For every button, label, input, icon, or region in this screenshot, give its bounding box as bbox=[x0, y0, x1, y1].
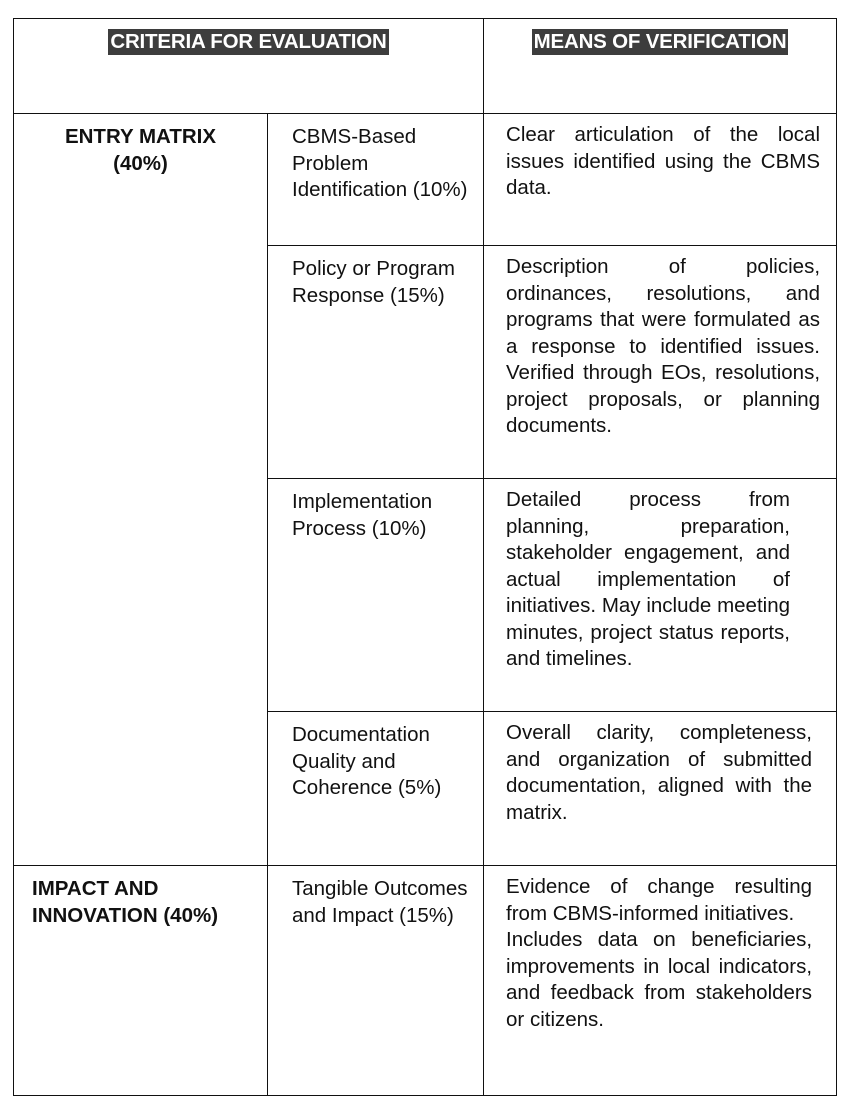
criteria-header: CRITERIA FOR EVALUATION bbox=[110, 30, 387, 53]
evaluation-criteria-table bbox=[13, 18, 837, 1096]
means-cell bbox=[484, 866, 837, 1096]
section-entry-matrix bbox=[14, 114, 268, 866]
means-header: MEANS OF VERIFICATION bbox=[533, 30, 787, 53]
means-paragraph: Includes data on beneficiaries, improvements in local indicators, and feedback from stakeholders or citizens. bbox=[506, 928, 813, 1031]
section-title-line: (40%) bbox=[113, 151, 168, 175]
table-row bbox=[14, 866, 837, 1096]
means-cell: Overall clarity, completeness, and organization of submitted documentation, aligned with the matrix. bbox=[484, 712, 837, 866]
table-row bbox=[14, 114, 837, 246]
section-impact-innovation bbox=[14, 866, 268, 1096]
criterion-cell: CBMS-Based Problem Identification (10%) bbox=[268, 114, 484, 246]
criterion-cell: Tangible Outcomes and Impact (15%) bbox=[268, 866, 484, 1096]
criterion-cell: Documentation Quality and Coherence (5%) bbox=[268, 712, 484, 866]
table-header-row bbox=[14, 19, 837, 114]
criteria-header-cell bbox=[14, 19, 484, 114]
section-title-line: ENTRY MATRIX bbox=[64, 125, 217, 148]
section-title-line: IMPACT AND bbox=[32, 877, 159, 900]
criterion-cell: Policy or Program Response (15%) bbox=[268, 246, 484, 479]
means-cell: Detailed process from planning, preparation, stakeholder engagement, and actual implementation of initiatives. May include meeting minutes, project status reports, and timelines. bbox=[484, 479, 837, 712]
criterion-cell: Implementation Process (10%) bbox=[268, 479, 484, 712]
section-title-line: INNOVATION (40%) bbox=[32, 903, 219, 927]
means-cell: Description of policies, ordinances, resolutions, and programs that were formulated as a response to identified issues. Verified through EOs, resolutions, project proposals, or planning documents. bbox=[484, 246, 837, 479]
means-header-cell bbox=[484, 19, 837, 114]
means-paragraph: Evidence of change resulting from CBMS-informed initiatives. bbox=[506, 875, 813, 925]
means-cell: Clear articulation of the local issues identified using the CBMS data. bbox=[484, 114, 837, 246]
